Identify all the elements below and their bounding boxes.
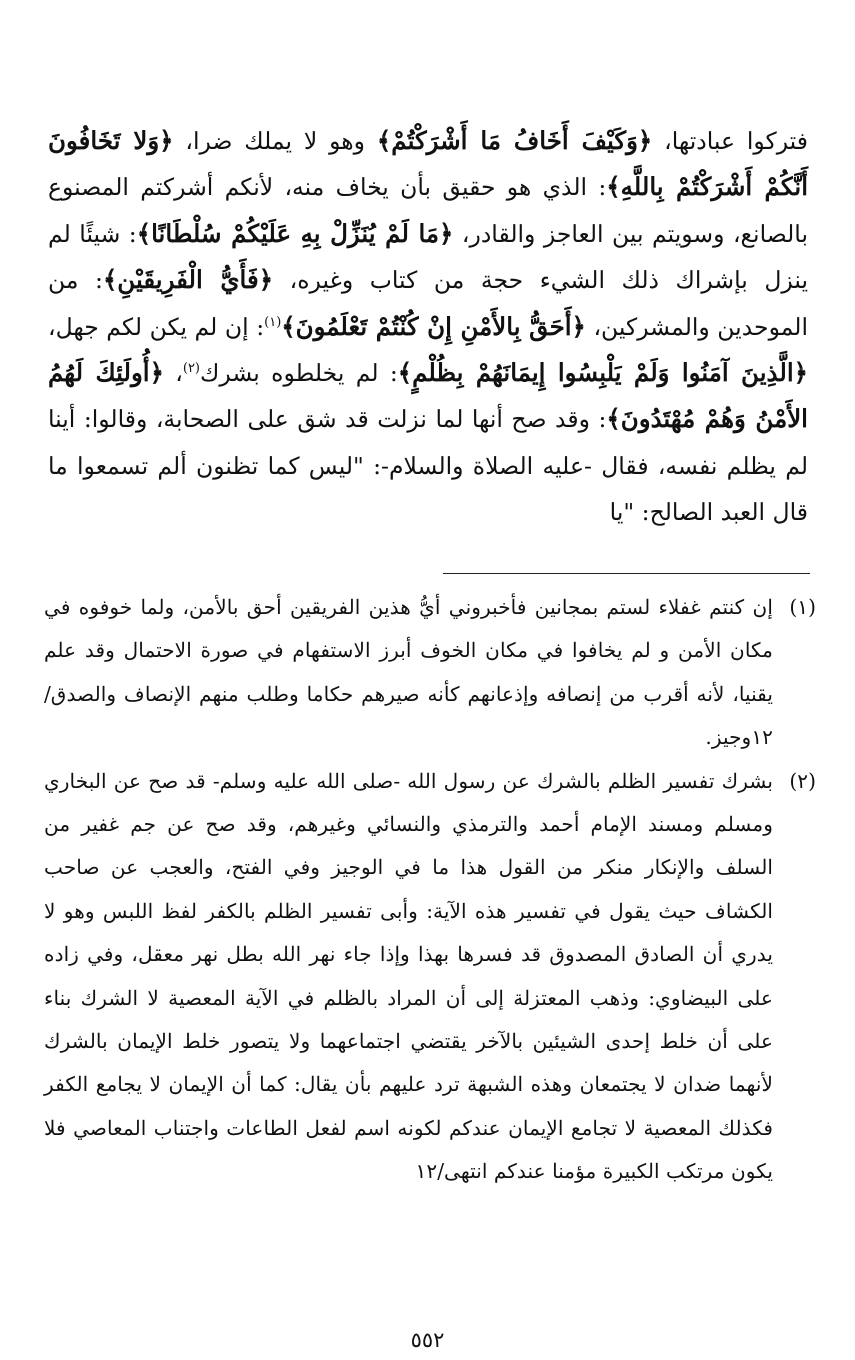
footnote-text: بشرك تفسير الظلم بالشرك عن رسول الله -صلى الله عليه وسلم- قد صح عن البخاري ومسلم ومسند الإمام أحمد والترمذي والنسائي وغيرهم، وقد صح عن جم غفير من السلف والإنكار منكر من القول هذا ما في الوجيز وفي الفتح، والعجب عن صاحب الكشاف حيث يقول في تفسير هذه الآية: وأبى تفسير الظلم بالكفر لفظ اللبس وهو لا يدري أن الصادق المصدوق قد فسرها بهذا وإذا جاء نهر الله بطل نهر معقل، وفي زاده على البيضاوي: وذهب المعتزلة إلى أن المراد بالظلم في الآية المعصية لا الشرك بناء على أن خلط إحدى الشيئين بالآخر يقتضي اجتماعهما ولا يتصور خلط الإيمان بالشرك لأنهما ضدان لا يجتمعان وهذه الشبهة ترد عليهم بأن يقال: كما أن الإيمان لا يجامع الكفر فكذلك المعصية لا تجامع الإيمان عندكم لكونه اسم لفعل الطاعات واجتناب المعاصي فلا يكون مرتكب الكبيرة مؤمنا عندكم انتهى/١٢: [44, 768, 773, 1184]
quran-verse: ﴿أَحَقُّ بِالأَمْنِ إِنْ كُنْتُمْ تَعْلَمُونَ﴾: [281, 311, 586, 341]
text-span: : وقد صح أنها لما نزلت قد شق على الصحابة، وقالوا: أينا لم يظلم نفسه، فقال -عليه الصلاة والسلام-: "ليس كما تظنون ألم تسمعوا ما قال العبد الصالح: "يا: [48, 405, 808, 527]
quran-verse: ﴿مَا لَمْ يُنَزِّلْ بِهِ عَلَيْكُمْ سُلْطَانًا﴾: [136, 218, 454, 248]
text-span: : شيئًا لم ينزل بإشراك ذلك الشيء حجة من كتاب وغيره،: [48, 219, 808, 295]
footnote-number: (١): [789, 595, 816, 619]
text-span: : إن لم يكن لكم جهل،: [48, 312, 265, 341]
footnote-ref-1: (١): [264, 314, 282, 330]
quran-verse: ﴿وَكَيْفَ أَخَافُ مَا أَشْرَكْتُمْ﴾: [376, 126, 653, 155]
page-number: ٥٥٢: [410, 1328, 445, 1352]
footnote-separator: [443, 573, 810, 574]
quran-verse: ﴿وَلا تَخَافُونَ أَنَّكُمْ أَشْرَكْتُمْ بِاللَّهِ﴾: [48, 126, 809, 202]
footnote-number: (٢): [789, 768, 816, 793]
quran-verse: ﴿أُولَئِكَ لَهُمُ الأَمْنُ وَهُمْ مُهْتَدُونَ﴾: [48, 358, 808, 434]
text-span: وهو لا يملك ضرا،: [173, 127, 377, 155]
text-span: : الذي هو حقيق بأن يخاف منه، لأنكم أشركتم المصنوع بالصانع، وسويتم بين العاجز والقادر،: [48, 173, 808, 248]
main-text: [48, 118, 808, 536]
footnote-ref-2: (٢): [182, 361, 200, 377]
text-span: : لم يخلطوه بشرك: [200, 359, 398, 388]
quran-verse: ﴿فَأَيُّ الْفَرِيقَيْنِ﴾: [102, 265, 274, 295]
text-span: فتركوا عبادتها،: [652, 127, 808, 155]
footnotes: [44, 586, 816, 1194]
text-span: ،: [163, 359, 183, 388]
footnote-text: إن كنتم غفلاء لستم بمجانين فأخبروني أيُّ هذين الفريقين أحق بالأمن، ولما خوفوه في مكان الأمن و لم يخافوا في مكان الخوف أبرز الاستفهام في صورة الاحتمال وقد علم يقنيا، لأنه أقرب من إنصافه وإذعانهم كأنه صيرهم حكاما وطلب منهم الإنصاف والصدق/١٢وجيز.: [44, 595, 774, 750]
quran-verse: ﴿الَّذِينَ آمَنُوا وَلَمْ يَلْبِسُوا إِيمَانَهُمْ بِظُلْمٍ﴾: [397, 358, 809, 388]
footnote-2: [44, 760, 816, 1194]
footnote-1: [44, 586, 816, 760]
text-span: : من الموحدين والمشركين،: [48, 266, 808, 341]
